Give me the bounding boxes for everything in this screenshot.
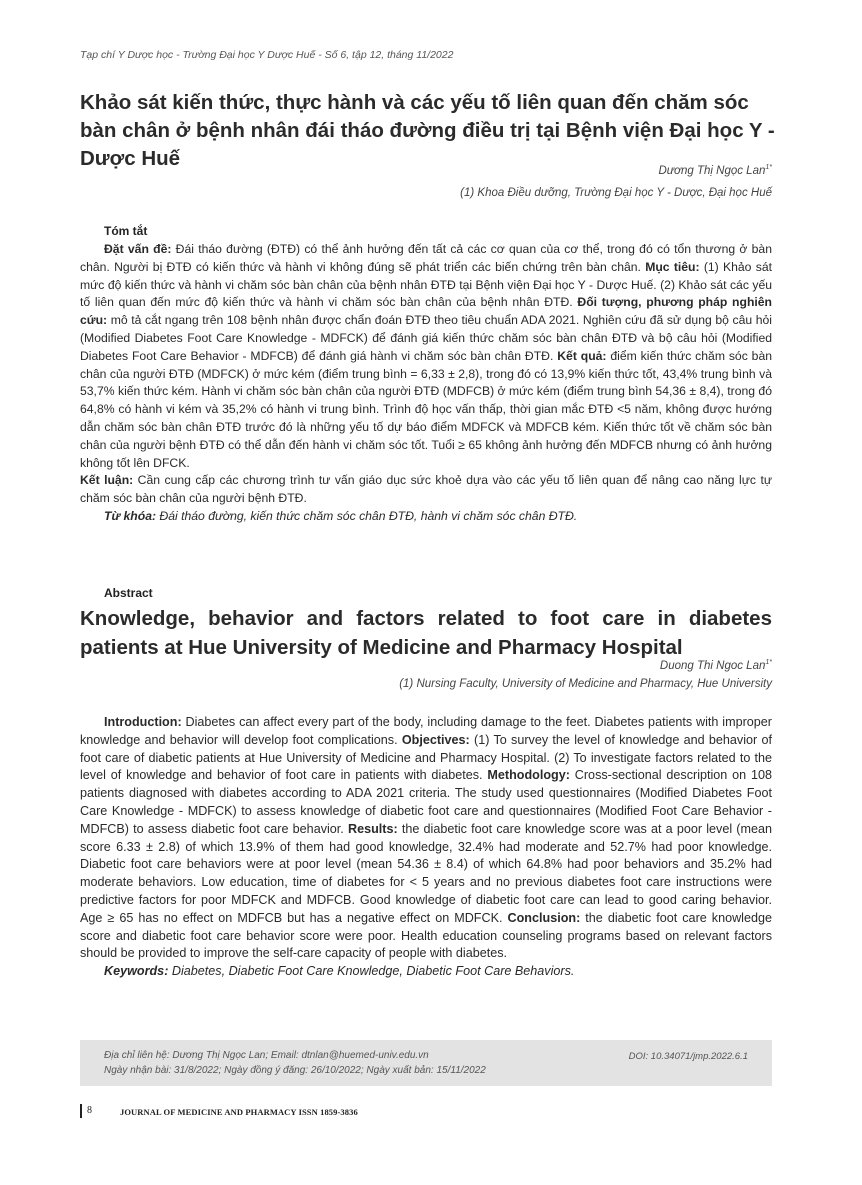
- article-title-vi: Khảo sát kiến thức, thực hành và các yếu tố liên quan đến chăm sóc bàn chân ở bệnh nhân đái tháo đường điều trị tại Bệnh viện Đại học Y - Dược Huế: [80, 91, 775, 170]
- text-background: Đái tháo đường (ĐTĐ) có thể ảnh hưởng đến tất cả các cơ quan của cơ thể, trong đó có tổn thương ở bàn chân. Người bị ĐTĐ có kiến thức và hành vi không đúng sẽ phát triển các biến chứng trên bàn chân.: [80, 242, 772, 274]
- label-conclusion-vi: Kết luận:: [80, 473, 134, 488]
- label-intro: Introduction:: [104, 715, 182, 729]
- label-keywords-en: Keywords:: [104, 964, 169, 979]
- summary-vi: [80, 241, 772, 526]
- abstract-en-paragraph: [80, 714, 772, 963]
- journal-header: Tạp chí Y Dược học - Trường Đại học Y Dược Huế - Số 6, tập 12, tháng 11/2022: [80, 49, 454, 61]
- text-objectives-vi: (1) Khảo sát mức độ kiến thức và hành vi chăm sóc bàn chân của bệnh nhân ĐTĐ tại Bệnh viện Đại học Y - Dược Huế. (2) Khảo sát các yếu tố liên quan đến mức độ kiến thức và hành vi chăm sóc bàn chân của bệnh nhân ĐTĐ.: [80, 259, 772, 310]
- summary-heading: Tóm tắt: [104, 224, 148, 238]
- page-number-bar: [80, 1104, 82, 1118]
- article-title-en: Knowledge, behavior and factors related to foot care in diabetes patients at Hue University of Medicine and Pharmacy Hospital: [80, 607, 772, 659]
- label-methods-vi: Đối tượng, phương pháp nghiên cứu:: [80, 295, 772, 328]
- text-keywords-en: Diabetes, Diabetic Foot Care Knowledge, Diabetic Foot Care Behaviors.: [168, 964, 575, 979]
- author-sup-en: 1*: [765, 659, 772, 666]
- summary-vi-paragraph: [80, 241, 772, 472]
- text-keywords-vi: Đái tháo đường, kiến thức chăm sóc chân ĐTĐ, hành vi chăm sóc chân ĐTĐ.: [156, 508, 578, 523]
- text-objectives-en: (1) To survey the level of knowledge and behavior of foot care of diabetic patients at Hue University of Medicine and Pharmacy Hospital. (2) To investigate factors related to the level of knowledge and behavior of foot care in patients with diabetes.: [80, 732, 772, 783]
- contact-line: Địa chỉ liên hệ: Dương Thị Ngọc Lan; Email: dtnlan@huemed-univ.edu.vn: [104, 1050, 429, 1061]
- label-keywords-vi: Từ khóa:: [104, 508, 157, 523]
- abstract-heading: Abstract: [104, 586, 153, 600]
- correspondence-box: [80, 1040, 772, 1086]
- text-results-en: the diabetic foot care knowledge score was at a poor level (mean score 6.33 ± 2.8) of which 13.9% of them had good knowledge, 32.4% had moderate and 52.7% had poor knowledge. Diabetic foot care behaviors were at poor level (mean 54.36 ± 8.4) of which 64.8% had poor behaviors and 35.2% had moderate behaviors. Low education, time of diabetes for < 5 years and no previous diabetes foot care instructions were predictive factors for poor MDFCK and MDFCB. Good knowledge of diabetic foot care can lead to good caring behavior. Age ≥ 65 has no effect on MDFCB but has a negative effect on MDFCK.: [80, 821, 773, 925]
- label-objectives-vi: Mục tiêu:: [645, 259, 700, 274]
- author-name-en: Duong Thi Ngoc Lan: [659, 659, 766, 672]
- text-methods-vi: mô tả cắt ngang trên 108 bệnh nhân được chẩn đoán ĐTĐ theo tiêu chuẩn ADA 2021. Nghiên cứu đã sử dụng bộ câu hỏi (Modified Diabetes Foot Care Knowledge - MDFCK) để đánh giá kiến thức chăm sóc bàn chân ĐTĐ và bộ câu hỏi (Modified Diabetes Foot Care Behavior - MDFCB) để đánh giá hành vi chăm sóc bàn chân ĐTĐ.: [80, 313, 772, 363]
- label-results-en: Results:: [347, 821, 398, 836]
- author-en: [660, 659, 772, 672]
- affiliation-vi: (1) Khoa Điều dưỡng, Trường Đại học Y - Dược, Đại học Huế: [460, 187, 772, 199]
- affiliation-en: (1) Nursing Faculty, University of Medicine and Pharmacy, Hue University: [399, 678, 772, 690]
- keywords-en-paragraph: [80, 963, 772, 981]
- text-intro: Diabetes can affect every part of the body, including damage to the feet. Diabetes patients with improper knowledge and behavior will develop foot complications.: [80, 715, 772, 747]
- text-conclusion-en: the diabetic foot care knowledge score and diabetic foot care behavior score were poor. Health education counseling programs based on relevant factors should be provided to improve the self-care capacity of people with diabetes.: [80, 910, 772, 961]
- doi-line: DOI: 10.34071/jmp.2022.6.1: [628, 1051, 748, 1062]
- text-results-vi: điểm kiến thức chăm sóc bàn chân của người ĐTĐ (MDFCK) ở mức kém (điểm trung bình = 6,33 ± 2,8), trong đó có 13,9% kiến thức tốt, 43,4% trung bình và 53,7% kiến thức kém. Hành vi chăm sóc bàn chân của người ĐTĐ (MDFCB) ở mức kém (điểm trung bình 54,36 ± 8,4), trong đó 64,8% có hành vi kém và 35,2% có hành vi trung bình. Trình độ học vấn thấp, thời gian mắc ĐTĐ <5 năm, không được hướng dẫn chăm sóc bàn chân ĐTĐ trước đó là những yếu tố dự báo điểm MDFCK và MDFCB kém. Kiến thức tốt về chăm sóc bàn chân của người bệnh ĐTĐ có thể dẫn đến hành vi chăm sóc tốt. Tuổi ≥ 65 không ảnh hưởng đến MDFCB nhưng có ảnh hưởng không tốt lên DFCK.: [80, 348, 773, 470]
- author-name-vi: Dương Thị Ngọc Lan: [658, 164, 766, 177]
- abstract-en: [80, 714, 772, 981]
- keywords-vi-paragraph: [80, 508, 772, 526]
- text-methods-en: Cross-sectional description on 108 patients diagnosed with diabetes according to ADA 2021 criteria. The study used questionnaires (Modified Diabetes Foot Care Knowledge - MDFCK) to assess knowledge of diabetic foot care and questionnaires (Modified Foot Care Behavior - MDFCB) to assess diabetic foot care behavior.: [80, 768, 772, 836]
- label-background: Đặt vấn đề:: [104, 242, 172, 256]
- dates-line: Ngày nhận bài: 31/8/2022; Ngày đồng ý đăng: 26/10/2022; Ngày xuất bản: 15/11/2022: [104, 1065, 486, 1076]
- journal-footer: JOURNAL OF MEDICINE AND PHARMACY ISSN 1859-3836: [120, 1107, 358, 1117]
- page-number: 8: [87, 1105, 92, 1116]
- label-methods-en: Methodology:: [487, 768, 570, 783]
- label-conclusion-en: Conclusion:: [507, 910, 581, 925]
- label-objectives-en: Objectives:: [401, 732, 470, 747]
- author-vi: [658, 164, 772, 177]
- author-sup-vi: 1*: [765, 164, 772, 171]
- text-conclusion-vi: Cần cung cấp các chương trình tư vấn giáo dục sức khoẻ dựa vào các yếu tố liên quan để nâng cao năng lực tự chăm sóc bàn chân của người bệnh ĐTĐ.: [80, 473, 772, 506]
- label-results-vi: Kết quả:: [557, 348, 607, 363]
- conclusion-vi-paragraph: [80, 472, 772, 508]
